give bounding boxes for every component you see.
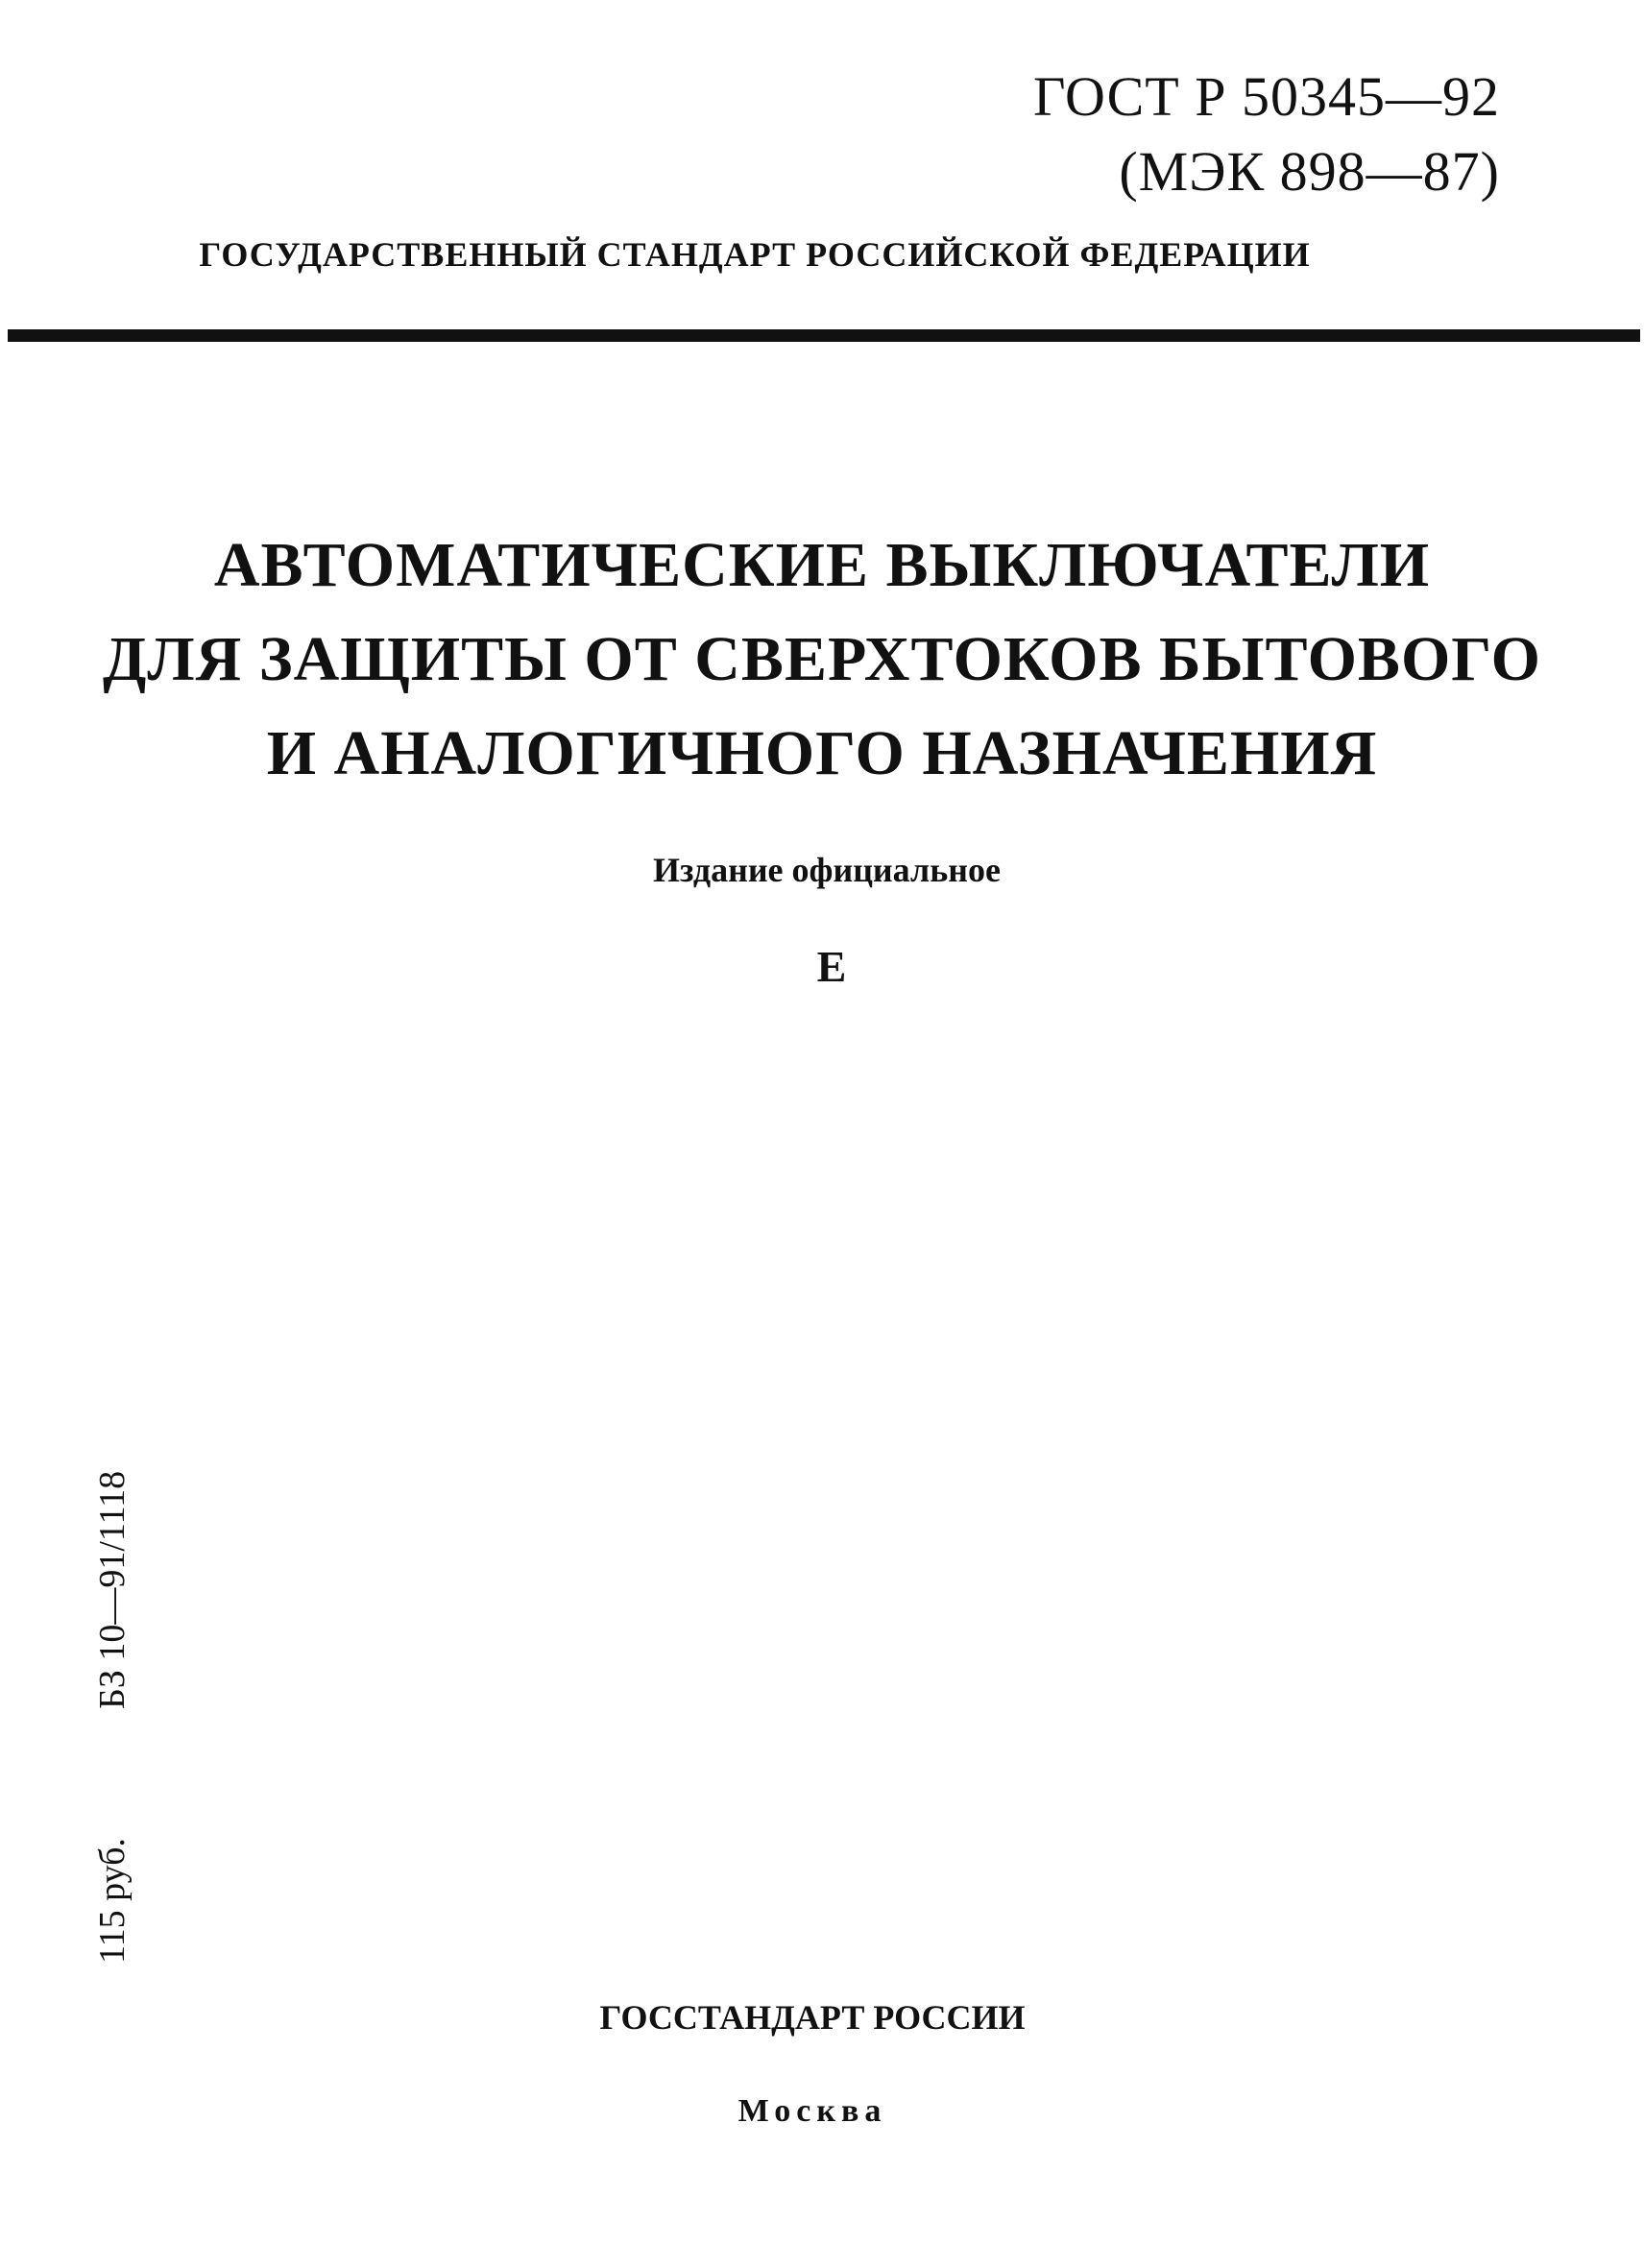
- publisher-name: ГОССТАНДАРТ РОССИИ: [599, 1998, 1026, 2037]
- standard-code: ГОСТ Р 50345—92: [1032, 65, 1500, 128]
- title-line-3: И АНАЛОГИЧНОГО НАЗНАЧЕНИЯ: [266, 718, 1378, 788]
- edition-label: Издание официальное: [653, 851, 1001, 889]
- header-divider: [8, 329, 1640, 342]
- bz-reference: БЗ 10—91/1118: [92, 1470, 133, 1709]
- document-code-block: [1033, 60, 1500, 209]
- title-line-1: АВТОМАТИЧЕСКИЕ ВЫКЛЮЧАТЕЛИ: [213, 530, 1431, 600]
- state-standard-heading: ГОСУДАРСТВЕННЫЙ СТАНДАРТ РОССИЙСКОЙ ФЕДЕРАЦИИ: [199, 235, 1311, 274]
- publisher-city: Москва: [737, 2093, 887, 2129]
- price-label: 115 руб.: [92, 1838, 133, 1964]
- iec-code: (МЭК 898—87): [1119, 140, 1500, 203]
- title-line-2: ДЛЯ ЗАЩИТЫ ОТ СВЕРХТОКОВ БЫТОВОГО: [103, 624, 1541, 694]
- document-title: [0, 519, 1644, 801]
- edition-mark: Е: [816, 942, 847, 991]
